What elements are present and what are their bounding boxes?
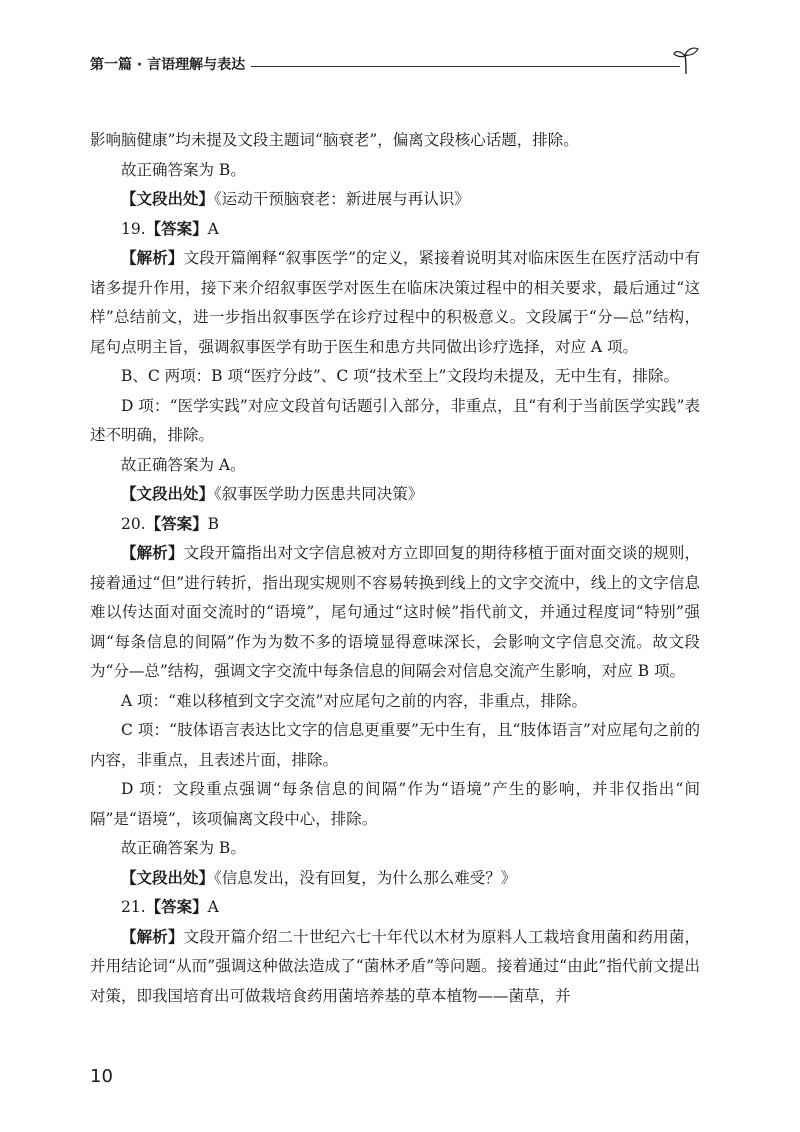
answer-value: A	[207, 219, 219, 238]
labeled-paragraph	[90, 539, 700, 687]
header-section: 第一篇	[90, 57, 132, 73]
section-label: 【解析】	[121, 927, 184, 946]
answer-line	[90, 893, 700, 923]
section-label: 【文段出处】	[121, 190, 215, 208]
body-paragraph: D 项：“医学实践”对应文段首句话题引入部分，非重点，且“有利于当前医学实践”表述不明确，排除。	[90, 396, 700, 444]
answer-line	[90, 215, 700, 245]
section-label: 【文段出处】	[121, 485, 215, 503]
paragraph-text: 《叙事医学助力医患共同决策》	[214, 485, 424, 503]
running-header	[90, 50, 702, 80]
header-separator: ·	[132, 57, 148, 73]
labeled-paragraph	[90, 244, 700, 362]
body-paragraph: A 项：“难以移植到文字交流”对应尾句之前的内容，非重点，排除。	[121, 691, 587, 710]
answer-label: 【答案】	[145, 219, 208, 238]
question-number: 21.	[121, 898, 146, 916]
body-paragraph: 故正确答案为 B。	[121, 839, 246, 857]
body-paragraph: B、C 两项：B 项“医疗分歧”、C 项“技术至上”文段均未提及，无中生有，排除。	[121, 367, 679, 385]
page-body	[90, 126, 700, 1011]
question-number: 20.	[121, 514, 146, 533]
labeled-paragraph	[90, 480, 700, 510]
question-number: 19.	[121, 219, 146, 238]
paragraph-text: 《信息发出，没有回复，为什么那么难受？》	[214, 868, 517, 887]
answer-label: 【答案】	[145, 898, 208, 916]
body-paragraph: D 项：文段重点强调“每条信息的间隔”作为“语境”产生的影响，并非仅指出“间隔”是“语境”，该项偏离文段中心，排除。	[90, 780, 700, 828]
paragraph-text: 文段开篇阐释“叙事医学”的定义，紧接着说明其对临床医生在医疗活动中有诸多提升作用，接下来介绍叙事医学对医生在临床决策过程中的相关要求，最后通过“这样”总结前文，进一步指出叙事医学在诊疗过程中的积极意义。文段属于“分—总”结构，尾句点明主旨，强调叙事医学有助于医生和患方共同做出诊疗选择，对应 A 项。	[90, 249, 700, 356]
paragraph-text: 《运动干预脑衰老：新进展与再认识》	[214, 190, 470, 208]
section-label: 【文段出处】	[121, 868, 215, 887]
labeled-paragraph	[90, 864, 700, 894]
body-paragraph: 影响脑健康”均未提及文段主题词“脑衰老”，偏离文段核心话题，排除。	[90, 131, 579, 149]
labeled-paragraph	[90, 185, 700, 215]
section-label: 【解析】	[121, 544, 184, 562]
header-title	[90, 54, 251, 74]
page-number: 10	[90, 1066, 113, 1087]
sprout-icon	[672, 46, 700, 76]
answer-value: B	[207, 514, 220, 533]
header-chapter: 言语理解与表达	[147, 57, 246, 73]
paragraph-text: 文段开篇指出对文字信息被对方立即回复的期待移植于面对面交谈的规则，接着通过“但”进行转折，指出现实规则不容易转换到线上的文字交流中，线上的文字信息难以传达面对面交流时的“语境”，尾句通过“这时候”指代前文，并通过程度词“特别”强调“每条信息的间隔”作为为数不多的语境显得意味深长，会影响文字信息交流。故文段为“分—总”结构，强调文字交流中每条信息的间隔会对信息交流产生影响，对应 B 项。	[90, 544, 700, 680]
answer-value: A	[207, 898, 219, 916]
paragraph-text: 文段开篇介绍二十世纪六七十年代以木材为原料人工栽培食用菌和药用菌，并用结论词“从而”强调这种做法造成了“菌林矛盾”等问题。接着通过“由此”指代前文提出对策，即我国培育出可做栽培食药用菌培养基的草本植物——菌草，并	[90, 927, 700, 1005]
labeled-paragraph	[90, 923, 700, 1012]
answer-label: 【答案】	[145, 514, 208, 533]
body-paragraph: 故正确答案为 B。	[121, 160, 246, 179]
body-paragraph: C 项：“肢体语言表达比文字的信息更重要”无中生有，且“肢体语言”对应尾句之前的内容，非重点，且表述片面，排除。	[90, 721, 700, 769]
body-paragraph: 故正确答案为 A。	[121, 455, 246, 474]
section-label: 【解析】	[121, 249, 184, 267]
answer-line	[90, 510, 700, 540]
